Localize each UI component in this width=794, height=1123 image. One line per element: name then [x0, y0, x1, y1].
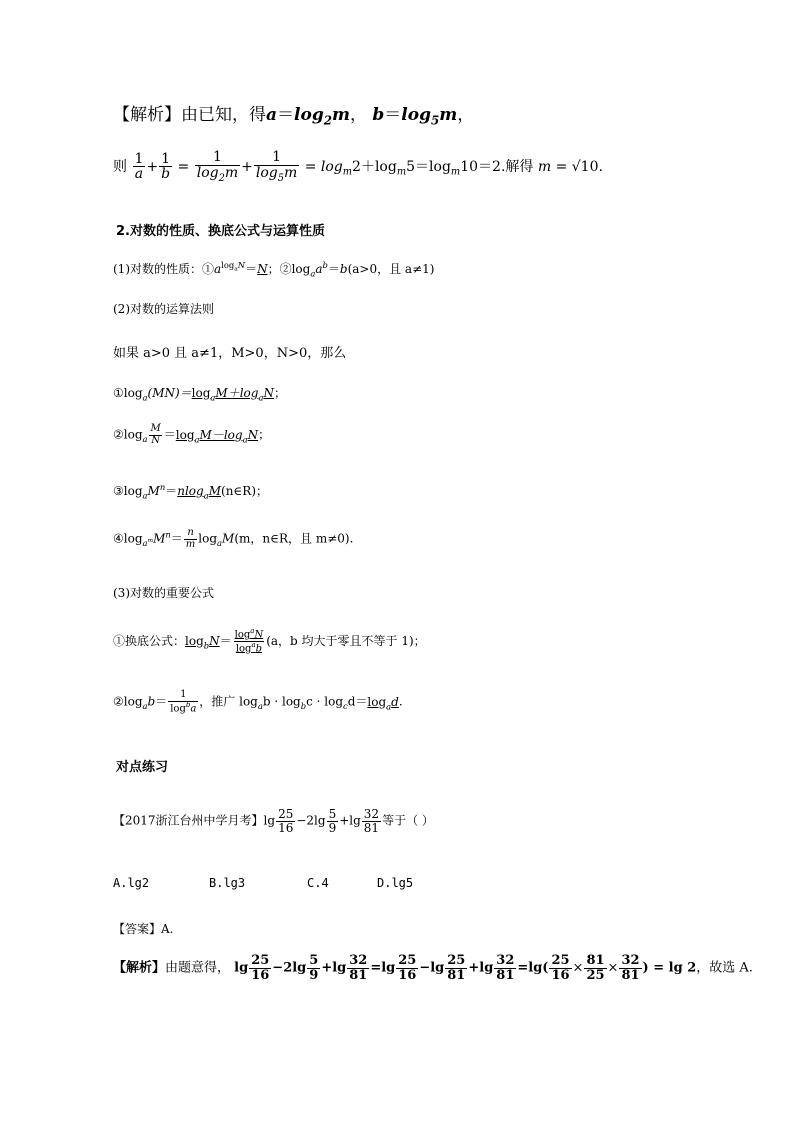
fraction: $\frac{1}{b}$ — [161, 150, 171, 183]
fraction: $\frac{25}{16}$ — [278, 807, 294, 835]
fraction: $\frac{32}{81}$ — [621, 953, 640, 983]
important-formulas-heading: (3)对数的重要公式 — [113, 586, 214, 600]
change-of-base-formula: ①换底公式：$\log_bN=$ $\frac{\log^aN}{\log^ab}$ (a，b 均大于零且不等于 1)； — [113, 627, 426, 655]
sqrt-10: √10 — [571, 158, 599, 175]
fraction: $\frac{1}{\log_5m}$ — [255, 149, 298, 184]
fraction: $\frac{1}{a}$ — [134, 150, 144, 183]
conditions-line: 如果 a>0 且 a≠1，M>0，N>0，那么 — [113, 346, 347, 361]
option-b: B.lg3 — [209, 876, 246, 890]
fraction: $\frac{32}{81}$ — [363, 807, 380, 835]
reciprocal-formula: $②\log_ab=$ $\frac{1}{\log^ba}$ ，推广 $\log_ab \cdot \log_bc \cdot \log_cd=\log_ad$. — [113, 689, 403, 714]
analysis-label: 【解析】由已知，得 — [113, 105, 266, 125]
analysis-line-1: 【解析】由已知，得$a=\log_2m$， $b=\log_5m$， — [113, 105, 475, 128]
rule-2: $②\log_a$ $\frac{M}{N}$ $=\log_aM-\log_aN$； — [113, 423, 271, 446]
options — [113, 876, 413, 890]
section-2-title: 2.对数的性质、换底公式与运算性质 — [116, 224, 325, 239]
fraction: $\frac{25}{16}$ — [251, 953, 270, 983]
answer: 【答案】A. — [113, 922, 174, 936]
fraction: $\frac{M}{N}$ — [150, 423, 161, 446]
rule-1: $①\log_a(MN)=\log_aM+\log_aN$； — [113, 386, 286, 403]
fraction: $\frac{32}{81}$ — [349, 953, 368, 983]
option-c: C.4 — [307, 876, 329, 890]
rules-heading: (2)对数的运算法则 — [113, 302, 214, 316]
rule-3: $③\log_aM^n=nlog_aM(n\in R)$； — [113, 482, 269, 501]
fraction: $\frac{\log^aN}{\log^ab}$ — [234, 627, 264, 655]
option-d: D.lg5 — [377, 876, 414, 890]
fraction: $\frac{1}{\log^ba}$ — [170, 689, 197, 714]
property-line: (1)对数的性质：$①a^{log_aN}=N$；$②\log_aa^b=b(a>0$，且 a≠1) — [113, 260, 435, 279]
fraction: $\frac{n}{m}$ — [185, 527, 196, 550]
fraction: $\frac{32}{81}$ — [496, 953, 515, 983]
fraction: $\frac{5}{9}$ — [328, 807, 337, 835]
fraction: $\frac{25}{16}$ — [398, 953, 417, 983]
practice-title: 对点练习 — [116, 760, 169, 775]
derivation-line: 则 $\frac{1}{a}$ + $\frac{1}{b}$ = $\frac{1}{\log_2m}$ + $\frac{1}{\log_5m}$ = $\log_m2+\log_m5=\log_m10=2$.解得 m = √10. — [113, 149, 603, 184]
fraction: $\frac{25}{16}$ — [551, 953, 570, 983]
rule-4: $④\log_{a^m}M^n=$ $\frac{n}{m}$ $\log_aM(m$，n∈R，且 m≠0). — [113, 527, 354, 550]
fraction: $\frac{1}{\log_2m}$ — [196, 149, 239, 184]
fraction: $\frac{81}{25}$ — [586, 953, 605, 983]
question: 【2017浙江台州中学月考】lg $\frac{25}{16}$ −2lg $\frac{5}{9}$ +lg $\frac{32}{81}$ 等于（ ） — [113, 807, 434, 835]
analysis-2: 【解析】由题意得， lg $\frac{25}{16}$ −2lg $\frac{5}{9}$ +lg $\frac{32}{81}$ =lg $\frac{25}{16}$ −lg $\frac{25}{81}$ +lg $\frac{32}{81}$ =lg( $\frac{25}{16}$ × $\frac{81}{25}$ × $\frac{32}{81}$ ) = lg 2，故选 A. — [113, 953, 753, 983]
fraction: $\frac{25}{81}$ — [447, 953, 466, 983]
fraction: $\frac{5}{9}$ — [309, 953, 319, 983]
option-a: A.lg2 — [113, 876, 150, 890]
